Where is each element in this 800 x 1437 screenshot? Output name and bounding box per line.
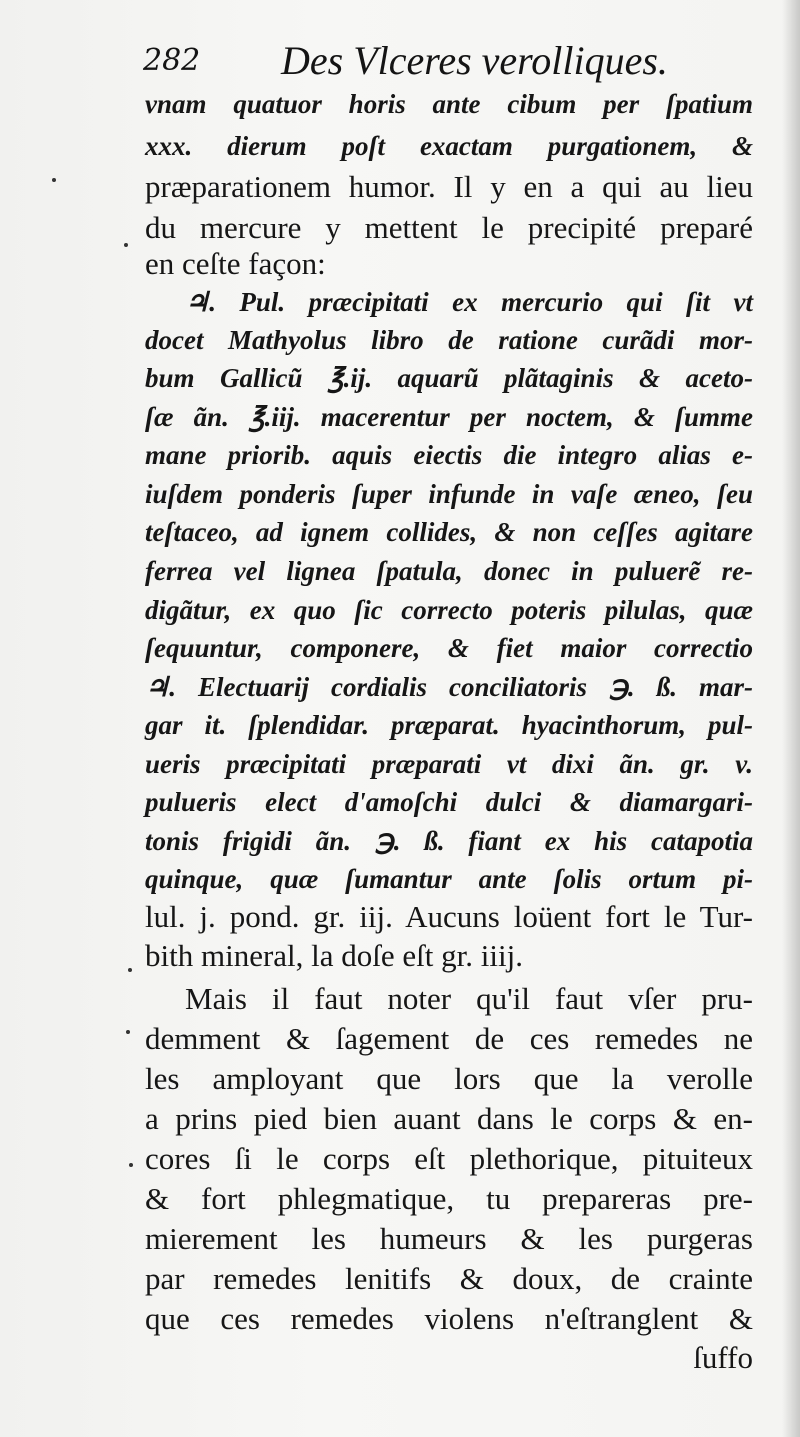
running-head: Des Vlceres verolliques. [281, 38, 668, 83]
text-line: ueris præcipitati præparati vt dixi ãn. gr. v. [145, 749, 753, 779]
text-line: mane priorib. aquis eiectis die integro alias e- [145, 440, 753, 470]
text-line: & fort phlegmatique, tu prepareras pre- [145, 1181, 753, 1216]
text-line: ſæ ãn. ℥.iij. macerentur per noctem, & ſumme [145, 402, 753, 432]
text-line: præparationem humor. Il y en a qui au lieu [145, 169, 753, 204]
text-line: docet Mathyolus libro de ratione curãdi mor- [145, 325, 753, 355]
text-line: du mercure y mettent le precipité preparé [145, 210, 753, 245]
catchword: ſuffo [693, 1340, 753, 1375]
text-line: lul. j. pond. gr. iij. Aucuns loüent fort le Tur- [145, 899, 753, 934]
text-line: bum Gallicũ ℥.ij. aquarũ plãtaginis & aceto- [145, 363, 753, 393]
ink-speck [126, 1030, 130, 1034]
text-line: ferrea vel lignea ſpatula, donec in puluerẽ re- [145, 556, 753, 586]
text-line: a prins pied bien auant dans le corps & en- [145, 1101, 753, 1136]
ink-speck [129, 1163, 133, 1167]
ink-speck [124, 243, 128, 247]
text-line: ♃. Pul. præcipitati ex mercurio qui ſit vt [185, 287, 753, 317]
text-line: vnam quatuor horis ante cibum per ſpatium [145, 89, 753, 119]
text-line: demment & ſagement de ces remedes ne [145, 1021, 753, 1056]
text-line: bith mineral, la doſe eſt gr. iiij. [145, 938, 523, 973]
page-number: 282 [143, 43, 201, 78]
ink-speck [128, 968, 132, 972]
text-line: xxx. dierum poſt exactam purgationem, & [145, 131, 753, 161]
text-line: gar it. ſplendidar. præparat. hyacinthorum, pul- [145, 710, 753, 740]
text-line: les amployant que lors que la verolle [145, 1061, 753, 1096]
text-line: digãtur, ex quo ſic correcto poteris pilulas, quæ [145, 595, 753, 625]
text-line: cores ſi le corps eſt plethorique, pituiteux [145, 1141, 753, 1176]
text-line: iuſdem ponderis ſuper infunde in vaſe æneo, ſeu [145, 479, 753, 509]
text-line: ſequuntur, componere, & fiet maior correctio [145, 633, 753, 663]
text-line: Mais il faut noter qu'il faut vſer pru- [185, 981, 753, 1016]
text-line: tonis frigidi ãn. ℈. ß. fiant ex his catapotia [145, 826, 753, 856]
text-line: ♃. Electuarij cordialis conciliatoris ℈. ß. mar- [145, 672, 753, 702]
text-line: mierement les humeurs & les purgeras [145, 1221, 753, 1256]
text-line: teſtaceo, ad ignem collides, & non ceſſes agitare [145, 517, 753, 547]
text-line: en ceſte façon: [145, 246, 326, 281]
text-line: pulueris elect d'amoſchi dulci & diamargari- [145, 787, 753, 817]
ink-speck [52, 178, 56, 182]
text-line: que ces remedes violens n'eſtranglent & [145, 1301, 753, 1336]
text-line: par remedes lenitifs & doux, de crainte [145, 1261, 753, 1296]
text-line: quinque, quæ ſumantur ante ſolis ortum pi- [145, 864, 753, 894]
